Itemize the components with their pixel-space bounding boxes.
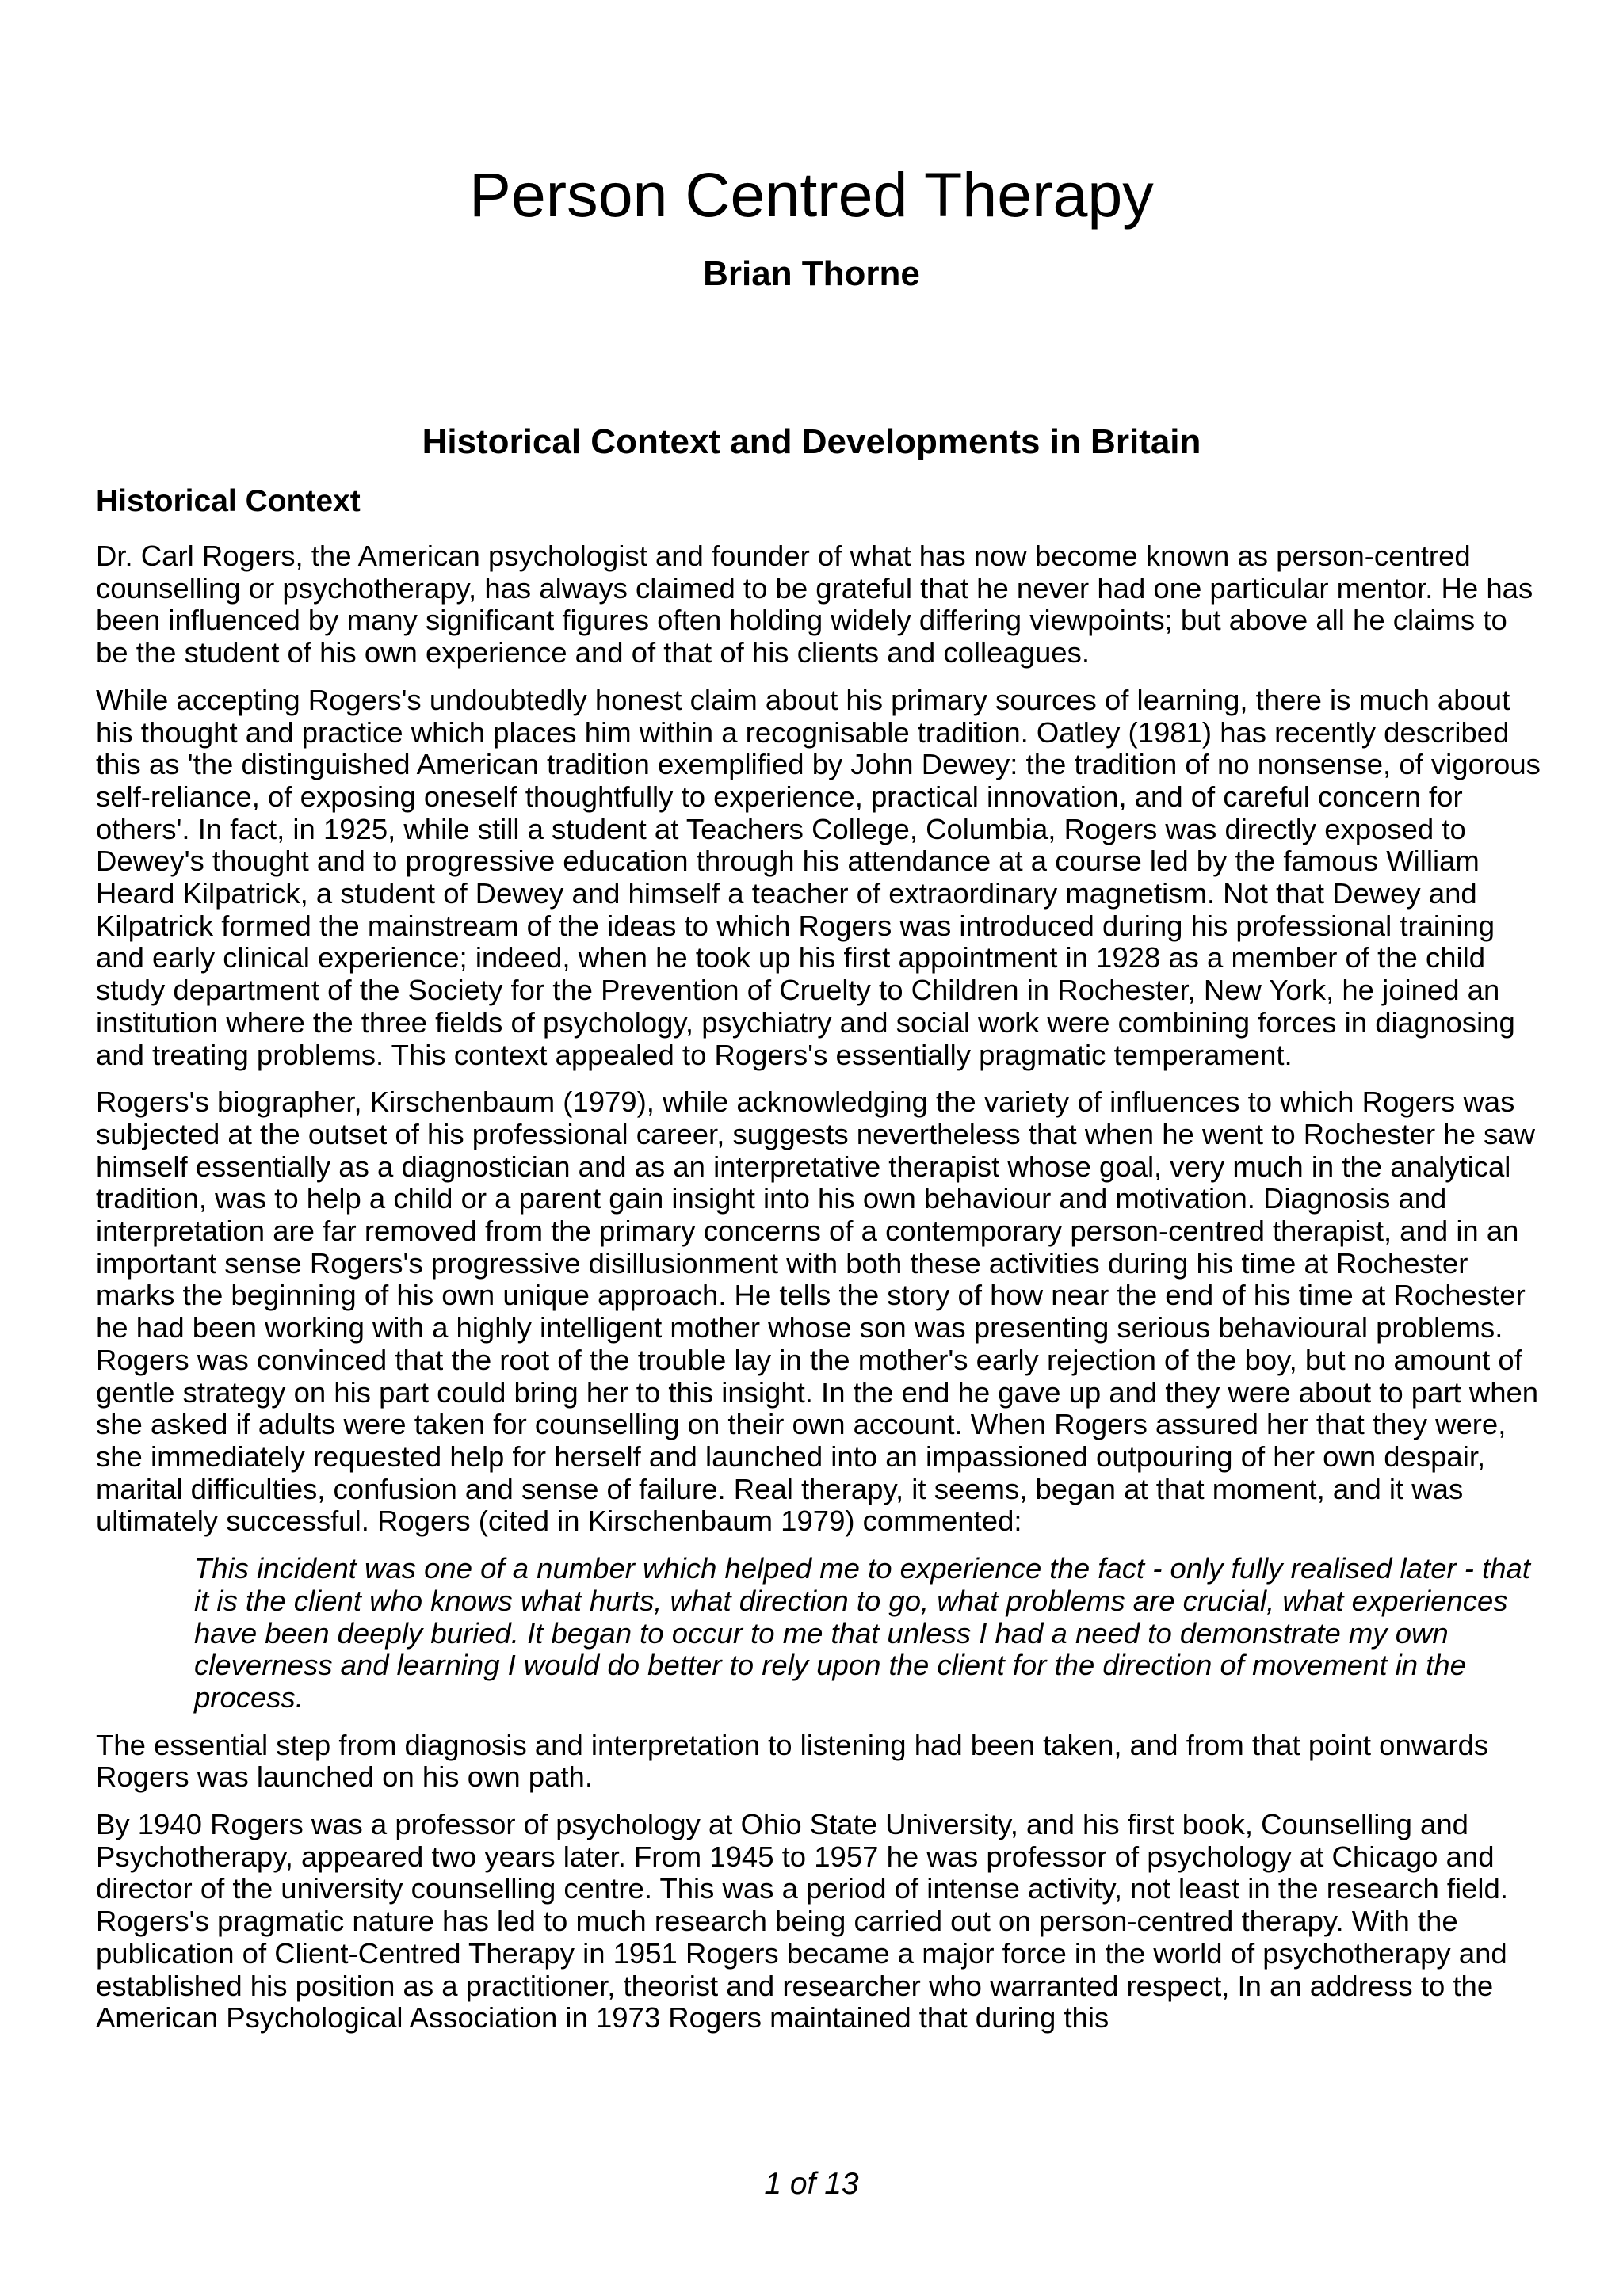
- document-title: Person Centred Therapy: [469, 159, 1154, 230]
- block-quote: This incident was one of a number which helped me to experience the fact - only fully realised later - that it is the client who knows what hurts, what direction to go, what problems are crucial, what experiences have been deeply buried. It began to occur to me that unless I had a need to demonstrate my own cleverness and learning I would do better to rely upon the client for the direction of movement in the process.: [194, 1552, 1530, 1714]
- page-number: 1 of 13: [764, 2167, 859, 2201]
- paragraph: By 1940 Rogers was a professor of psychology at Ohio State University, and his first book, Counselling and Psychotherapy, appeared two years later. From 1945 to 1957 he was professor of psychology at Chicago and director of the university counselling centre. This was a period of intense activity, not least in the research field. Rogers's pragmatic nature has led to much research being carried out on person-centred therapy. With the publication of Client-Centred Therapy in 1951 Rogers became a major force in the world of psychotherapy and established his position as a practitioner, theorist and researcher who warranted respect, In an address to the American Psychological Association in 1973 Rogers maintained that during this: [96, 1808, 1508, 2035]
- paragraph: Dr. Carl Rogers, the American psychologist and founder of what has now become known as person-centred counselling or psychotherapy, has always claimed to be grateful that he never had one particular mentor. He has been influenced by many significant figures often holding widely differing viewpoints; but above all he claims to be the student of his own experience and of that of his clients and colleagues.: [96, 540, 1533, 669]
- paragraph: Rogers's biographer, Kirschenbaum (1979), while acknowledging the variety of influences to which Rogers was subjected at the outset of his professional career, suggests nevertheless that when he went to Rochester he saw himself essentially as a diagnostician and as an interpretative therapist whose goal, very much in the analytical tradition, was to help a child or a parent gain insight into his own behaviour and motivation. Diagnosis and interpretation are far removed from the primary concerns of a contemporary person-centred therapist, and in an important sense Rogers's progressive disillusionment with both these activities during his time at Rochester marks the beginning of his own unique approach. He tells the story of how near the end of his time at Rochester he had been working with a highly intelligent mother whose son was presenting serious behavioural problems. Rogers was convinced that the root of the trouble lay in the mother's early rejection of the boy, but no amount of gentle strategy on his part could bring her to this insight. In the end he gave up and they were about to part when she asked if adults were taken for counselling on their own account. When Rogers assured her that they were, she immediately requested help for herself and launched into an impassioned outpouring of her own despair, marital difficulties, confusion and sense of failure. Real therapy, it seems, began at that moment, and it was ultimately successful. Rogers (cited in Kirschenbaum 1979) commented:: [96, 1085, 1539, 1538]
- author-name: Brian Thorne: [703, 254, 920, 293]
- section-heading: Historical Context and Developments in Britain: [422, 422, 1201, 461]
- sub-heading: Historical Context: [96, 484, 361, 518]
- body-text: [96, 540, 1546, 2050]
- paragraph: While accepting Rogers's undoubtedly honest claim about his primary sources of learning, there is much about his thought and practice which places him within a recognisable tradition. Oatley (1981) has recently described this as 'the distinguished American tradition exemplified by John Dewey: the tradition of no nonsense, of vigorous self-reliance, of exposing oneself thoughtfully to experience, practical innovation, and of careful concern for others'. In fact, in 1925, while still a student at Teachers College, Columbia, Rogers was directly exposed to Dewey's thought and to progressive education through his attendance at a course led by the famous William Heard Kilpatrick, a student of Dewey and himself a teacher of extraordinary magnetism. Not that Dewey and Kilpatrick formed the mainstream of the ideas to which Rogers was introduced during his professional training and early clinical experience; indeed, when he took up his first appointment in 1928 as a member of the child study department of the Society for the Prevention of Cruelty to Children in Rochester, New York, he joined an institution where the three fields of psychology, psychiatry and social work were combining forces in diagnosing and treating problems. This context appealed to Rogers's essentially pragmatic temperament.: [96, 683, 1541, 1071]
- paragraph: The essential step from diagnosis and interpretation to listening had been taken, and from that point onwards Rogers was launched on his own path.: [96, 1728, 1489, 1794]
